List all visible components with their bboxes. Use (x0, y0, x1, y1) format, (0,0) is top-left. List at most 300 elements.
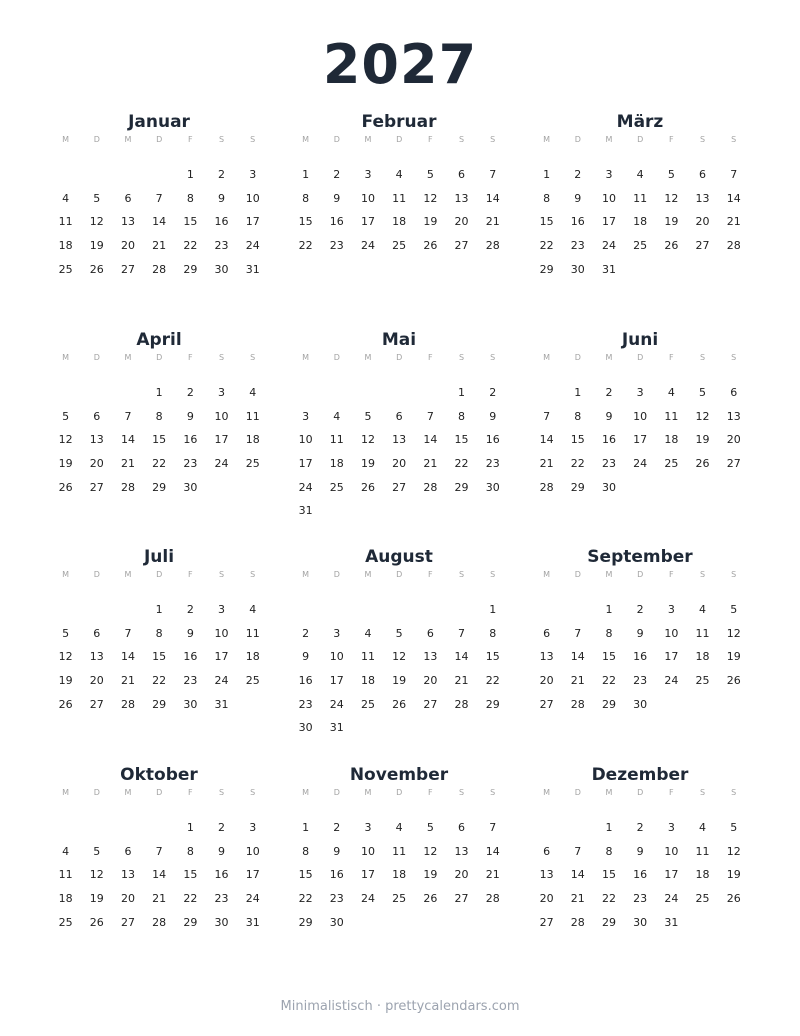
day-cell[interactable]: 24 (245, 239, 260, 253)
day-cell[interactable]: 8 (489, 626, 497, 640)
day-cell[interactable]: 27 (120, 915, 135, 929)
day-cell[interactable]: 12 (726, 626, 741, 640)
day-cell[interactable]: 22 (183, 239, 198, 253)
day-cell[interactable]: 14 (120, 433, 135, 447)
day-cell[interactable]: 21 (120, 674, 135, 688)
day-cell[interactable]: 4 (667, 386, 675, 399)
day-cell[interactable]: 7 (543, 409, 551, 423)
day-cell[interactable]: 6 (458, 821, 466, 834)
day-cell[interactable]: 13 (539, 868, 554, 882)
day-cell[interactable]: 29 (298, 915, 313, 929)
day-cell[interactable]: 17 (214, 433, 229, 447)
day-cell[interactable]: 2 (636, 821, 644, 834)
day-cell[interactable]: 9 (636, 844, 644, 858)
day-cell[interactable]: 21 (454, 674, 469, 688)
day-cell[interactable]: 23 (329, 239, 344, 253)
day-cell[interactable]: 4 (699, 821, 707, 834)
day-cell[interactable]: 17 (245, 215, 260, 229)
day-cell[interactable]: 12 (423, 844, 438, 858)
day-cell[interactable]: 8 (605, 626, 613, 640)
day-cell[interactable]: 24 (214, 457, 229, 471)
day-cell[interactable]: 21 (726, 215, 741, 229)
day-cell[interactable]: 2 (333, 821, 341, 834)
day-cell[interactable]: 13 (89, 650, 104, 664)
day-cell[interactable]: 29 (539, 262, 554, 276)
day-cell[interactable]: 7 (730, 168, 738, 181)
day-cell[interactable]: 14 (485, 844, 500, 858)
day-cell[interactable]: 30 (633, 915, 648, 929)
day-cell[interactable]: 4 (395, 168, 403, 181)
day-cell[interactable]: 8 (186, 844, 194, 858)
day-cell[interactable]: 5 (426, 168, 434, 181)
day-cell[interactable]: 21 (423, 457, 438, 471)
day-cell[interactable]: 25 (360, 697, 375, 711)
day-cell[interactable]: 22 (152, 674, 167, 688)
day-cell[interactable]: 22 (539, 239, 554, 253)
day-cell[interactable]: 8 (155, 626, 163, 640)
day-cell[interactable]: 9 (489, 409, 497, 423)
day-cell[interactable]: 26 (89, 262, 104, 276)
day-cell[interactable]: 1 (155, 603, 163, 616)
day-cell[interactable]: 27 (695, 239, 710, 253)
day-cell[interactable]: 11 (695, 844, 710, 858)
day-cell[interactable]: 21 (152, 892, 167, 906)
day-cell[interactable]: 16 (633, 868, 648, 882)
day-cell[interactable]: 13 (392, 433, 407, 447)
day-cell[interactable]: 30 (214, 262, 229, 276)
day-cell[interactable]: 12 (58, 650, 73, 664)
day-cell[interactable]: 30 (633, 697, 648, 711)
day-cell[interactable]: 6 (93, 626, 101, 640)
day-cell[interactable]: 1 (543, 168, 551, 181)
day-cell[interactable]: 3 (218, 603, 226, 616)
day-cell[interactable]: 17 (664, 650, 679, 664)
day-cell[interactable]: 18 (392, 868, 407, 882)
day-cell[interactable]: 14 (570, 650, 585, 664)
day-cell[interactable]: 27 (454, 892, 469, 906)
day-cell[interactable]: 28 (423, 480, 438, 494)
day-cell[interactable]: 8 (543, 191, 551, 205)
day-cell[interactable]: 16 (298, 674, 313, 688)
day-cell[interactable]: 27 (423, 697, 438, 711)
day-cell[interactable]: 19 (664, 215, 679, 229)
day-cell[interactable]: 9 (186, 626, 194, 640)
day-cell[interactable]: 11 (392, 844, 407, 858)
day-cell[interactable]: 14 (485, 191, 500, 205)
day-cell[interactable]: 10 (329, 650, 344, 664)
day-cell[interactable]: 3 (364, 168, 372, 181)
day-cell[interactable]: 12 (360, 433, 375, 447)
day-cell[interactable]: 20 (539, 674, 554, 688)
day-cell[interactable]: 6 (699, 168, 707, 181)
day-cell[interactable]: 26 (726, 892, 741, 906)
day-cell[interactable]: 15 (298, 215, 313, 229)
day-cell[interactable]: 2 (302, 626, 310, 640)
day-cell[interactable]: 20 (392, 457, 407, 471)
day-cell[interactable]: 3 (218, 386, 226, 399)
day-cell[interactable]: 22 (601, 674, 616, 688)
day-cell[interactable]: 26 (423, 239, 438, 253)
day-cell[interactable]: 19 (726, 650, 741, 664)
day-cell[interactable]: 2 (574, 168, 582, 181)
day-cell[interactable]: 7 (489, 168, 497, 181)
day-cell[interactable]: 28 (454, 697, 469, 711)
day-cell[interactable]: 17 (360, 868, 375, 882)
day-cell[interactable]: 7 (426, 409, 434, 423)
day-cell[interactable]: 18 (360, 674, 375, 688)
day-cell[interactable]: 3 (302, 409, 310, 423)
day-cell[interactable]: 17 (664, 868, 679, 882)
day-cell[interactable]: 13 (89, 433, 104, 447)
day-cell[interactable]: 4 (62, 191, 70, 205)
day-cell[interactable]: 23 (214, 892, 229, 906)
day-cell[interactable]: 22 (298, 239, 313, 253)
day-cell[interactable]: 10 (298, 433, 313, 447)
day-cell[interactable]: 16 (214, 868, 229, 882)
day-cell[interactable]: 15 (454, 433, 469, 447)
day-cell[interactable]: 23 (183, 674, 198, 688)
day-cell[interactable]: 28 (485, 892, 500, 906)
day-cell[interactable]: 11 (633, 191, 648, 205)
day-cell[interactable]: 19 (695, 433, 710, 447)
day-cell[interactable]: 5 (667, 168, 675, 181)
day-cell[interactable]: 17 (360, 215, 375, 229)
day-cell[interactable]: 12 (58, 433, 73, 447)
day-cell[interactable]: 18 (392, 215, 407, 229)
day-cell[interactable]: 20 (539, 892, 554, 906)
day-cell[interactable]: 15 (485, 650, 500, 664)
day-cell[interactable]: 30 (214, 915, 229, 929)
day-cell[interactable]: 19 (726, 868, 741, 882)
day-cell[interactable]: 17 (214, 650, 229, 664)
day-cell[interactable]: 26 (695, 457, 710, 471)
day-cell[interactable]: 30 (183, 480, 198, 494)
day-cell[interactable]: 15 (152, 650, 167, 664)
day-cell[interactable]: 6 (93, 409, 101, 423)
day-cell[interactable]: 18 (245, 650, 260, 664)
day-cell[interactable]: 2 (218, 821, 226, 834)
day-cell[interactable]: 20 (89, 457, 104, 471)
day-cell[interactable]: 27 (454, 239, 469, 253)
day-cell[interactable]: 2 (186, 386, 194, 399)
day-cell[interactable]: 15 (570, 433, 585, 447)
day-cell[interactable]: 23 (485, 457, 500, 471)
day-cell[interactable]: 1 (155, 386, 163, 399)
day-cell[interactable]: 4 (395, 821, 403, 834)
day-cell[interactable]: 20 (423, 674, 438, 688)
day-cell[interactable]: 15 (601, 650, 616, 664)
day-cell[interactable]: 24 (245, 892, 260, 906)
day-cell[interactable]: 24 (664, 674, 679, 688)
day-cell[interactable]: 9 (574, 191, 582, 205)
day-cell[interactable]: 13 (695, 191, 710, 205)
day-cell[interactable]: 14 (152, 215, 167, 229)
day-cell[interactable]: 19 (58, 674, 73, 688)
day-cell[interactable]: 28 (726, 239, 741, 253)
day-cell[interactable]: 29 (601, 697, 616, 711)
day-cell[interactable]: 14 (726, 191, 741, 205)
day-cell[interactable]: 20 (454, 868, 469, 882)
day-cell[interactable]: 5 (395, 626, 403, 640)
day-cell[interactable]: 29 (570, 480, 585, 494)
day-cell[interactable]: 13 (454, 191, 469, 205)
day-cell[interactable]: 29 (454, 480, 469, 494)
day-cell[interactable]: 6 (124, 844, 132, 858)
day-cell[interactable]: 29 (183, 915, 198, 929)
day-cell[interactable]: 13 (120, 215, 135, 229)
day-cell[interactable]: 10 (214, 626, 229, 640)
day-cell[interactable]: 24 (633, 457, 648, 471)
day-cell[interactable]: 9 (605, 409, 613, 423)
day-cell[interactable]: 24 (664, 892, 679, 906)
day-cell[interactable]: 12 (392, 650, 407, 664)
day-cell[interactable]: 30 (183, 697, 198, 711)
day-cell[interactable]: 27 (89, 480, 104, 494)
day-cell[interactable]: 15 (298, 868, 313, 882)
day-cell[interactable]: 1 (302, 821, 310, 834)
day-cell[interactable]: 7 (155, 191, 163, 205)
day-cell[interactable]: 1 (489, 603, 497, 616)
day-cell[interactable]: 26 (423, 892, 438, 906)
day-cell[interactable]: 26 (726, 674, 741, 688)
day-cell[interactable]: 25 (695, 674, 710, 688)
day-cell[interactable]: 21 (485, 215, 500, 229)
day-cell[interactable]: 12 (664, 191, 679, 205)
day-cell[interactable]: 8 (302, 191, 310, 205)
day-cell[interactable]: 6 (426, 626, 434, 640)
day-cell[interactable]: 5 (93, 191, 101, 205)
day-cell[interactable]: 3 (249, 821, 257, 834)
day-cell[interactable]: 30 (329, 915, 344, 929)
day-cell[interactable]: 10 (214, 409, 229, 423)
day-cell[interactable]: 28 (152, 262, 167, 276)
day-cell[interactable]: 16 (214, 215, 229, 229)
day-cell[interactable]: 20 (454, 215, 469, 229)
day-cell[interactable]: 11 (392, 191, 407, 205)
day-cell[interactable]: 2 (605, 386, 613, 399)
day-cell[interactable]: 18 (245, 433, 260, 447)
day-cell[interactable]: 30 (601, 480, 616, 494)
day-cell[interactable]: 28 (570, 697, 585, 711)
day-cell[interactable]: 15 (183, 868, 198, 882)
day-cell[interactable]: 21 (152, 239, 167, 253)
day-cell[interactable]: 30 (570, 262, 585, 276)
day-cell[interactable]: 16 (329, 868, 344, 882)
day-cell[interactable]: 1 (605, 603, 613, 616)
day-cell[interactable]: 25 (392, 892, 407, 906)
day-cell[interactable]: 3 (636, 386, 644, 399)
day-cell[interactable]: 1 (302, 168, 310, 181)
day-cell[interactable]: 5 (699, 386, 707, 399)
day-cell[interactable]: 2 (186, 603, 194, 616)
day-cell[interactable]: 7 (489, 821, 497, 834)
day-cell[interactable]: 31 (245, 915, 260, 929)
day-cell[interactable]: 5 (62, 409, 70, 423)
day-cell[interactable]: 9 (636, 626, 644, 640)
day-cell[interactable]: 2 (489, 386, 497, 399)
day-cell[interactable]: 18 (329, 457, 344, 471)
day-cell[interactable]: 20 (120, 239, 135, 253)
day-cell[interactable]: 27 (726, 457, 741, 471)
day-cell[interactable]: 3 (333, 626, 341, 640)
day-cell[interactable]: 28 (120, 697, 135, 711)
day-cell[interactable]: 8 (605, 844, 613, 858)
day-cell[interactable]: 6 (458, 168, 466, 181)
day-cell[interactable]: 15 (539, 215, 554, 229)
day-cell[interactable]: 8 (302, 844, 310, 858)
day-cell[interactable]: 4 (364, 626, 372, 640)
day-cell[interactable]: 7 (574, 844, 582, 858)
day-cell[interactable]: 16 (183, 650, 198, 664)
day-cell[interactable]: 2 (218, 168, 226, 181)
day-cell[interactable]: 14 (454, 650, 469, 664)
day-cell[interactable]: 23 (633, 674, 648, 688)
day-cell[interactable]: 25 (664, 457, 679, 471)
day-cell[interactable]: 10 (664, 844, 679, 858)
day-cell[interactable]: 29 (485, 697, 500, 711)
day-cell[interactable]: 12 (89, 868, 104, 882)
day-cell[interactable]: 3 (364, 821, 372, 834)
day-cell[interactable]: 8 (574, 409, 582, 423)
day-cell[interactable]: 7 (574, 626, 582, 640)
day-cell[interactable]: 16 (570, 215, 585, 229)
day-cell[interactable]: 26 (392, 697, 407, 711)
day-cell[interactable]: 29 (183, 262, 198, 276)
day-cell[interactable]: 27 (539, 697, 554, 711)
day-cell[interactable]: 1 (458, 386, 466, 399)
day-cell[interactable]: 26 (58, 480, 73, 494)
day-cell[interactable]: 27 (120, 262, 135, 276)
day-cell[interactable]: 14 (152, 868, 167, 882)
day-cell[interactable]: 16 (485, 433, 500, 447)
day-cell[interactable]: 28 (152, 915, 167, 929)
day-cell[interactable]: 17 (601, 215, 616, 229)
day-cell[interactable]: 25 (245, 674, 260, 688)
day-cell[interactable]: 11 (329, 433, 344, 447)
day-cell[interactable]: 5 (93, 844, 101, 858)
day-cell[interactable]: 10 (633, 409, 648, 423)
day-cell[interactable]: 15 (183, 215, 198, 229)
day-cell[interactable]: 19 (392, 674, 407, 688)
day-cell[interactable]: 23 (214, 239, 229, 253)
day-cell[interactable]: 17 (329, 674, 344, 688)
day-cell[interactable]: 4 (62, 844, 70, 858)
day-cell[interactable]: 22 (298, 892, 313, 906)
day-cell[interactable]: 29 (152, 697, 167, 711)
day-cell[interactable]: 10 (664, 626, 679, 640)
day-cell[interactable]: 19 (89, 239, 104, 253)
day-cell[interactable]: 23 (601, 457, 616, 471)
day-cell[interactable]: 17 (245, 868, 260, 882)
day-cell[interactable]: 6 (543, 844, 551, 858)
day-cell[interactable]: 19 (423, 868, 438, 882)
day-cell[interactable]: 6 (730, 386, 738, 399)
day-cell[interactable]: 13 (539, 650, 554, 664)
day-cell[interactable]: 14 (120, 650, 135, 664)
day-cell[interactable]: 23 (570, 239, 585, 253)
day-cell[interactable]: 23 (183, 457, 198, 471)
day-cell[interactable]: 22 (485, 674, 500, 688)
day-cell[interactable]: 11 (58, 215, 73, 229)
day-cell[interactable]: 1 (186, 168, 194, 181)
day-cell[interactable]: 26 (360, 480, 375, 494)
day-cell[interactable]: 10 (360, 191, 375, 205)
day-cell[interactable]: 3 (605, 168, 613, 181)
day-cell[interactable]: 31 (214, 697, 229, 711)
day-cell[interactable]: 9 (302, 650, 310, 664)
day-cell[interactable]: 19 (423, 215, 438, 229)
day-cell[interactable]: 10 (245, 844, 260, 858)
day-cell[interactable]: 11 (245, 409, 260, 423)
day-cell[interactable]: 4 (636, 168, 644, 181)
day-cell[interactable]: 21 (539, 457, 554, 471)
day-cell[interactable]: 23 (298, 697, 313, 711)
day-cell[interactable]: 19 (89, 892, 104, 906)
day-cell[interactable]: 20 (726, 433, 741, 447)
day-cell[interactable]: 8 (186, 191, 194, 205)
day-cell[interactable]: 25 (245, 457, 260, 471)
day-cell[interactable]: 11 (245, 626, 260, 640)
day-cell[interactable]: 6 (543, 626, 551, 640)
day-cell[interactable]: 24 (360, 892, 375, 906)
day-cell[interactable]: 5 (730, 821, 738, 834)
day-cell[interactable]: 9 (333, 844, 341, 858)
day-cell[interactable]: 18 (633, 215, 648, 229)
day-cell[interactable]: 21 (570, 674, 585, 688)
day-cell[interactable]: 1 (186, 821, 194, 834)
day-cell[interactable]: 28 (539, 480, 554, 494)
day-cell[interactable]: 15 (601, 868, 616, 882)
day-cell[interactable]: 9 (218, 844, 226, 858)
day-cell[interactable]: 25 (58, 262, 73, 276)
day-cell[interactable]: 22 (601, 892, 616, 906)
day-cell[interactable]: 23 (329, 892, 344, 906)
day-cell[interactable]: 19 (58, 457, 73, 471)
day-cell[interactable]: 3 (667, 603, 675, 616)
day-cell[interactable]: 18 (58, 892, 73, 906)
day-cell[interactable]: 2 (636, 603, 644, 616)
day-cell[interactable]: 16 (183, 433, 198, 447)
day-cell[interactable]: 24 (298, 480, 313, 494)
day-cell[interactable]: 9 (218, 191, 226, 205)
day-cell[interactable]: 10 (360, 844, 375, 858)
day-cell[interactable]: 29 (152, 480, 167, 494)
day-cell[interactable]: 25 (633, 239, 648, 253)
day-cell[interactable]: 28 (485, 239, 500, 253)
day-cell[interactable]: 24 (601, 239, 616, 253)
day-cell[interactable]: 22 (183, 892, 198, 906)
day-cell[interactable]: 18 (695, 650, 710, 664)
day-cell[interactable]: 14 (539, 433, 554, 447)
day-cell[interactable]: 25 (58, 915, 73, 929)
day-cell[interactable]: 15 (152, 433, 167, 447)
day-cell[interactable]: 22 (454, 457, 469, 471)
day-cell[interactable]: 14 (570, 868, 585, 882)
day-cell[interactable]: 13 (120, 868, 135, 882)
day-cell[interactable]: 20 (120, 892, 135, 906)
day-cell[interactable]: 11 (360, 650, 375, 664)
day-cell[interactable]: 5 (730, 603, 738, 616)
day-cell[interactable]: 9 (186, 409, 194, 423)
day-cell[interactable]: 22 (570, 457, 585, 471)
day-cell[interactable]: 20 (89, 674, 104, 688)
day-cell[interactable]: 27 (392, 480, 407, 494)
day-cell[interactable]: 13 (726, 409, 741, 423)
day-cell[interactable]: 31 (298, 504, 313, 518)
day-cell[interactable]: 17 (633, 433, 648, 447)
day-cell[interactable]: 29 (601, 915, 616, 929)
day-cell[interactable]: 23 (633, 892, 648, 906)
